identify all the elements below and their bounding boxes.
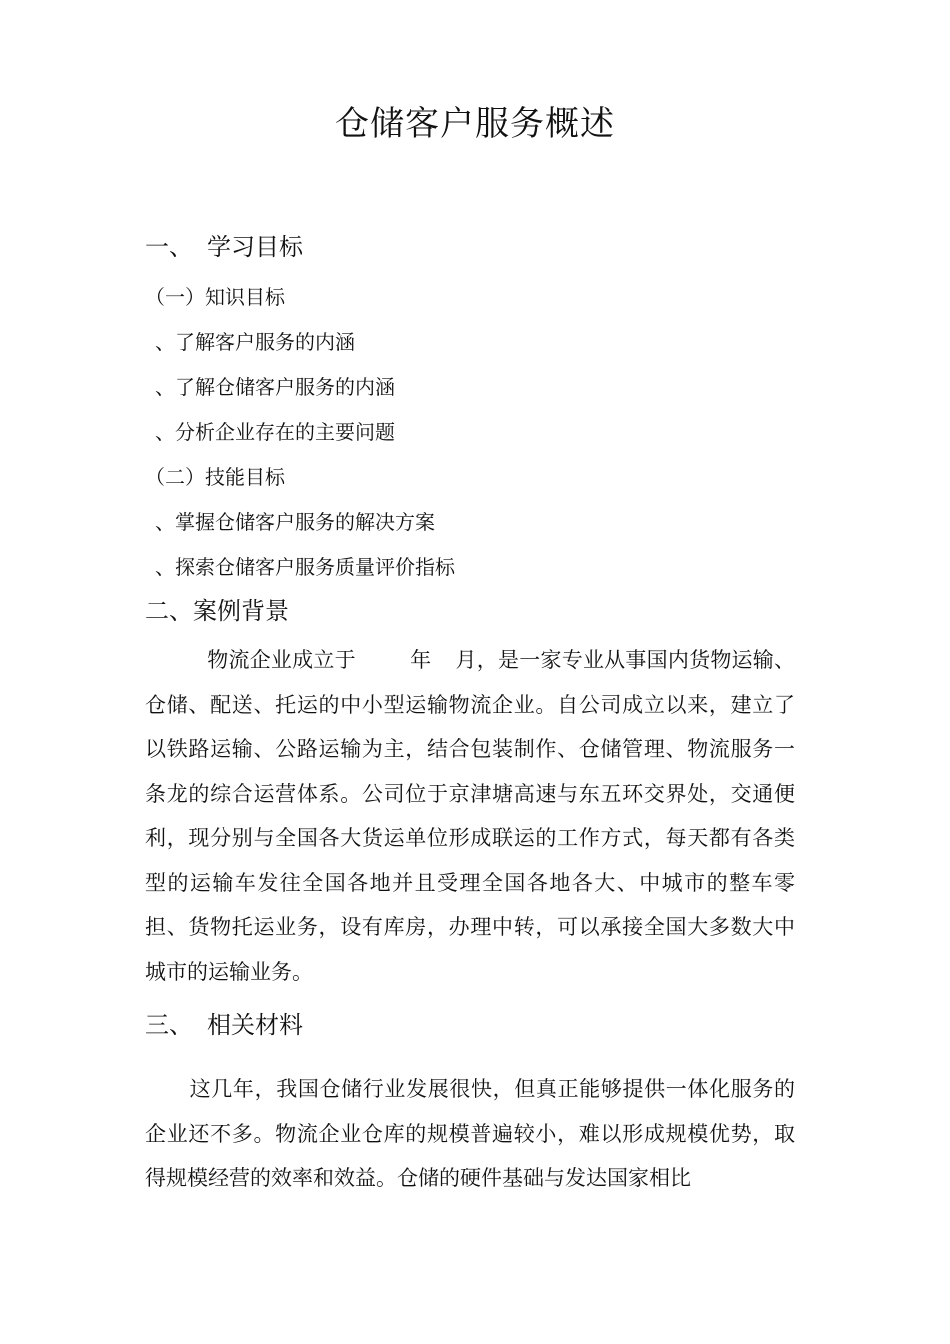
related-materials-paragraph bbox=[145, 1067, 795, 1201]
list-item: 、了解仓储客户服务的内涵 bbox=[155, 375, 395, 399]
subheading-knowledge-goals: （一）知识目标 bbox=[145, 285, 285, 309]
paragraph-text: 年 bbox=[409, 648, 432, 672]
paragraph-text: 这几年，我国仓储行业发展很快，但真正能够提供一体化服务的企业还不多。物流企业仓库的规模普遍较小，难以形成规模优势，取得规模经营的效率和效益。仓储的硬件基础与发达国家相比 bbox=[145, 1077, 795, 1190]
subheading-skill-goals: （二）技能目标 bbox=[145, 465, 285, 489]
heading-number: 一、 bbox=[145, 233, 193, 261]
list-item: 、分析企业存在的主要问题 bbox=[155, 420, 395, 444]
section-heading-related-materials bbox=[145, 1008, 303, 1042]
page-title: 仓储客户服务概述 bbox=[335, 104, 615, 144]
section-heading-learning-goals bbox=[145, 230, 303, 264]
section-heading-case-background: 二、案例背景 bbox=[145, 597, 289, 625]
heading-text: 相关材料 bbox=[207, 1011, 303, 1039]
heading-number: 三、 bbox=[145, 1011, 193, 1039]
list-item: 、探索仓储客户服务质量评价指标 bbox=[155, 555, 455, 579]
paragraph-text: 月，是一家专业从事国内货物运输、仓储、配送、托运的中小型运输物流企业。自公司成立以来，建立了以铁路运输、公路运输为主，结合包装制作、仓储管理、物流服务一条龙的综合运营体系。公司位于京津塘高速与东五环交界处，交通便利，现分别与全国各大货运单位形成联运的工作方式，每天都有各类型的运输车发往全国各地并且受理全国各地各大、中城市的整车零担、货物托运业务，设有库房，办理中转，可以承接全国大多数大中城市的运输业务。 bbox=[145, 648, 796, 984]
list-item: 、了解客户服务的内涵 bbox=[155, 330, 355, 354]
case-background-paragraph bbox=[145, 638, 795, 994]
paragraph-text: 物流企业成立于 bbox=[207, 648, 356, 672]
list-item: 、掌握仓储客户服务的解决方案 bbox=[155, 510, 435, 534]
heading-text: 学习目标 bbox=[207, 233, 303, 261]
